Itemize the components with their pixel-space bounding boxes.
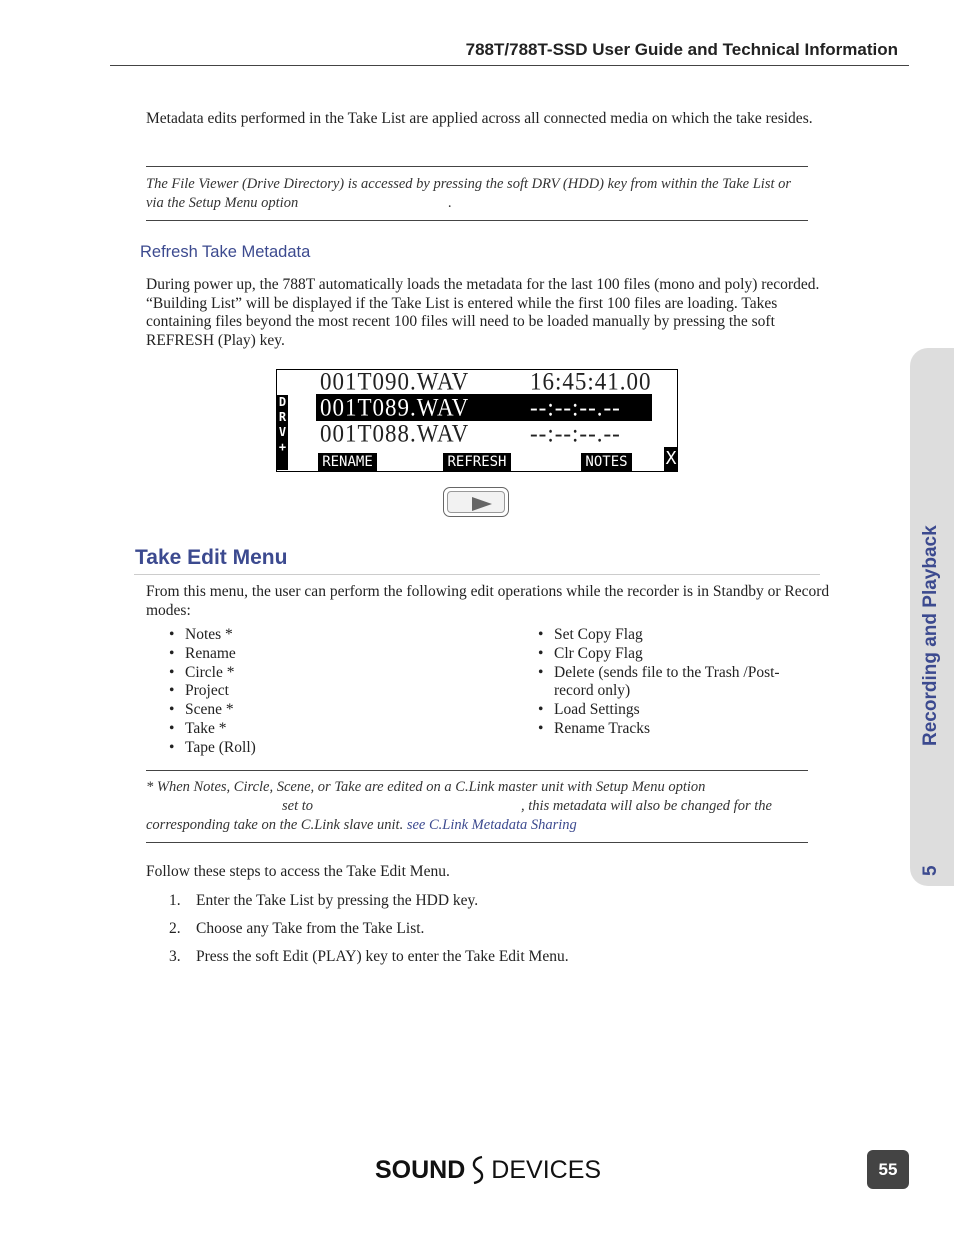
note-clink-line-1: * When Notes, Circle, Scene, or Take are edited on a C.Link master unit with Setup Menu option (146, 779, 706, 795)
intro-paragraph: Metadata edits performed in the Take List are applied across all connected media on which the take resides. (146, 110, 813, 127)
list-item: • Notes * (169, 626, 499, 645)
sound-devices-logo (375, 1155, 601, 1185)
note-file-viewer-end: . (448, 195, 452, 211)
heading-rule (134, 574, 820, 575)
note-clink-line-3-text: corresponding take on the C.Link slave unit. (146, 817, 404, 833)
note-rule-top (146, 166, 808, 167)
list-item: • Scene * (169, 701, 499, 720)
note-clink-line-2-rest: , this metadata will also be changed for the (521, 798, 772, 814)
step-item (169, 948, 769, 976)
page-number: 55 (867, 1150, 909, 1189)
note-clink-set-to: set to (282, 798, 314, 814)
note-clink-line-3 (146, 816, 808, 835)
step-text: Enter the Take List by pressing the HDD key. (196, 892, 479, 909)
lcd-row-3-file: 001T088.WAV (320, 420, 470, 447)
lcd-row-2-file: 001T089.WAV (320, 394, 470, 421)
logo-devices: DEVICES (491, 1156, 602, 1184)
chapter-number: 5 (920, 865, 941, 876)
list-item: • Delete (sends file to the Trash /Post-record only) (538, 664, 818, 702)
list-item: • Set Copy Flag (538, 626, 818, 645)
chapter-title: Recording and Playback (920, 525, 941, 746)
take-edit-intro: From this menu, the user can perform the following edit operations while the recorder is in Standby or Record modes: (146, 583, 830, 619)
note-file-viewer-text: The File Viewer (Drive Directory) is accessed by pressing the soft DRV (HDD) key from within the Take List or via the Setup Menu option (146, 176, 792, 211)
step-number: 2. (169, 920, 181, 937)
lcd-drv-softkey (277, 395, 288, 470)
logo-sound: SOUND (375, 1156, 466, 1184)
lcd-row-1-time: 16:45:41.00 (530, 368, 652, 395)
note-rule-bottom (146, 842, 808, 843)
step-item (169, 892, 769, 920)
lcd-softkey-notes: NOTES (581, 453, 632, 471)
lcd-side-char: V (278, 425, 287, 439)
lcd-row-3-time: --:--:--.-- (530, 420, 621, 447)
step-number: 1. (169, 892, 181, 909)
play-icon (472, 497, 492, 511)
lcd-softkey-exit: X (665, 448, 677, 469)
steps-intro: Follow these steps to access the Take Edit Menu. (146, 863, 450, 880)
list-item: • Load Settings (538, 701, 818, 720)
note-file-viewer (146, 175, 808, 213)
note-rule-bottom (146, 220, 808, 221)
step-text: Press the soft Edit (PLAY) key to enter the Take Edit Menu. (196, 948, 569, 965)
note-rule-top (146, 770, 808, 771)
logo-wave-icon (466, 1155, 490, 1185)
lcd-softkey-refresh: REFRESH (443, 453, 511, 471)
list-item: • Rename (169, 645, 499, 664)
steps-list (169, 892, 769, 976)
lcd-softkey-rename: RENAME (318, 453, 377, 471)
play-key-face (447, 491, 505, 513)
lcd-side-char: R (278, 410, 287, 424)
lcd-row-2-time: --:--:--.-- (530, 394, 621, 421)
note-clink (146, 778, 808, 835)
header-rule (110, 65, 909, 66)
list-item: • Rename Tracks (538, 720, 818, 739)
step-number: 3. (169, 948, 181, 965)
note-clink-line-2 (146, 797, 808, 816)
lcd-side-char: + (278, 440, 287, 454)
lcd-side-char: D (278, 395, 287, 409)
list-item: • Circle * (169, 664, 499, 683)
list-item: • Tape (Roll) (169, 739, 499, 758)
chapter-side-tab-text (896, 348, 954, 886)
edit-options-left-list (169, 626, 499, 758)
edit-options-right-list (538, 626, 818, 739)
lcd-row-1-file: 001T090.WAV (320, 368, 470, 395)
refresh-heading: Refresh Take Metadata (140, 243, 311, 261)
step-item (169, 920, 769, 948)
play-key-button (443, 487, 509, 517)
document-header-title: 788T/788T-SSD User Guide and Technical Information (465, 40, 898, 59)
clink-metadata-sharing-link[interactable]: see C.Link Metadata Sharing (406, 817, 577, 833)
list-item: • Take * (169, 720, 499, 739)
list-item: • Project (169, 682, 499, 701)
take-edit-heading: Take Edit Menu (135, 546, 288, 569)
step-text: Choose any Take from the Take List. (196, 920, 425, 937)
refresh-paragraph: During power up, the 788T automatically loads the metadata for the last 100 files (mono and poly) recorded. “Building List” will be displayed if the Take List is entered while the first 100 files are loading. Takes containing files beyond the most recent 100 files will need to be loaded manually by pressing the soft REFRESH (Play) key. (146, 276, 820, 349)
list-item: • Clr Copy Flag (538, 645, 818, 664)
